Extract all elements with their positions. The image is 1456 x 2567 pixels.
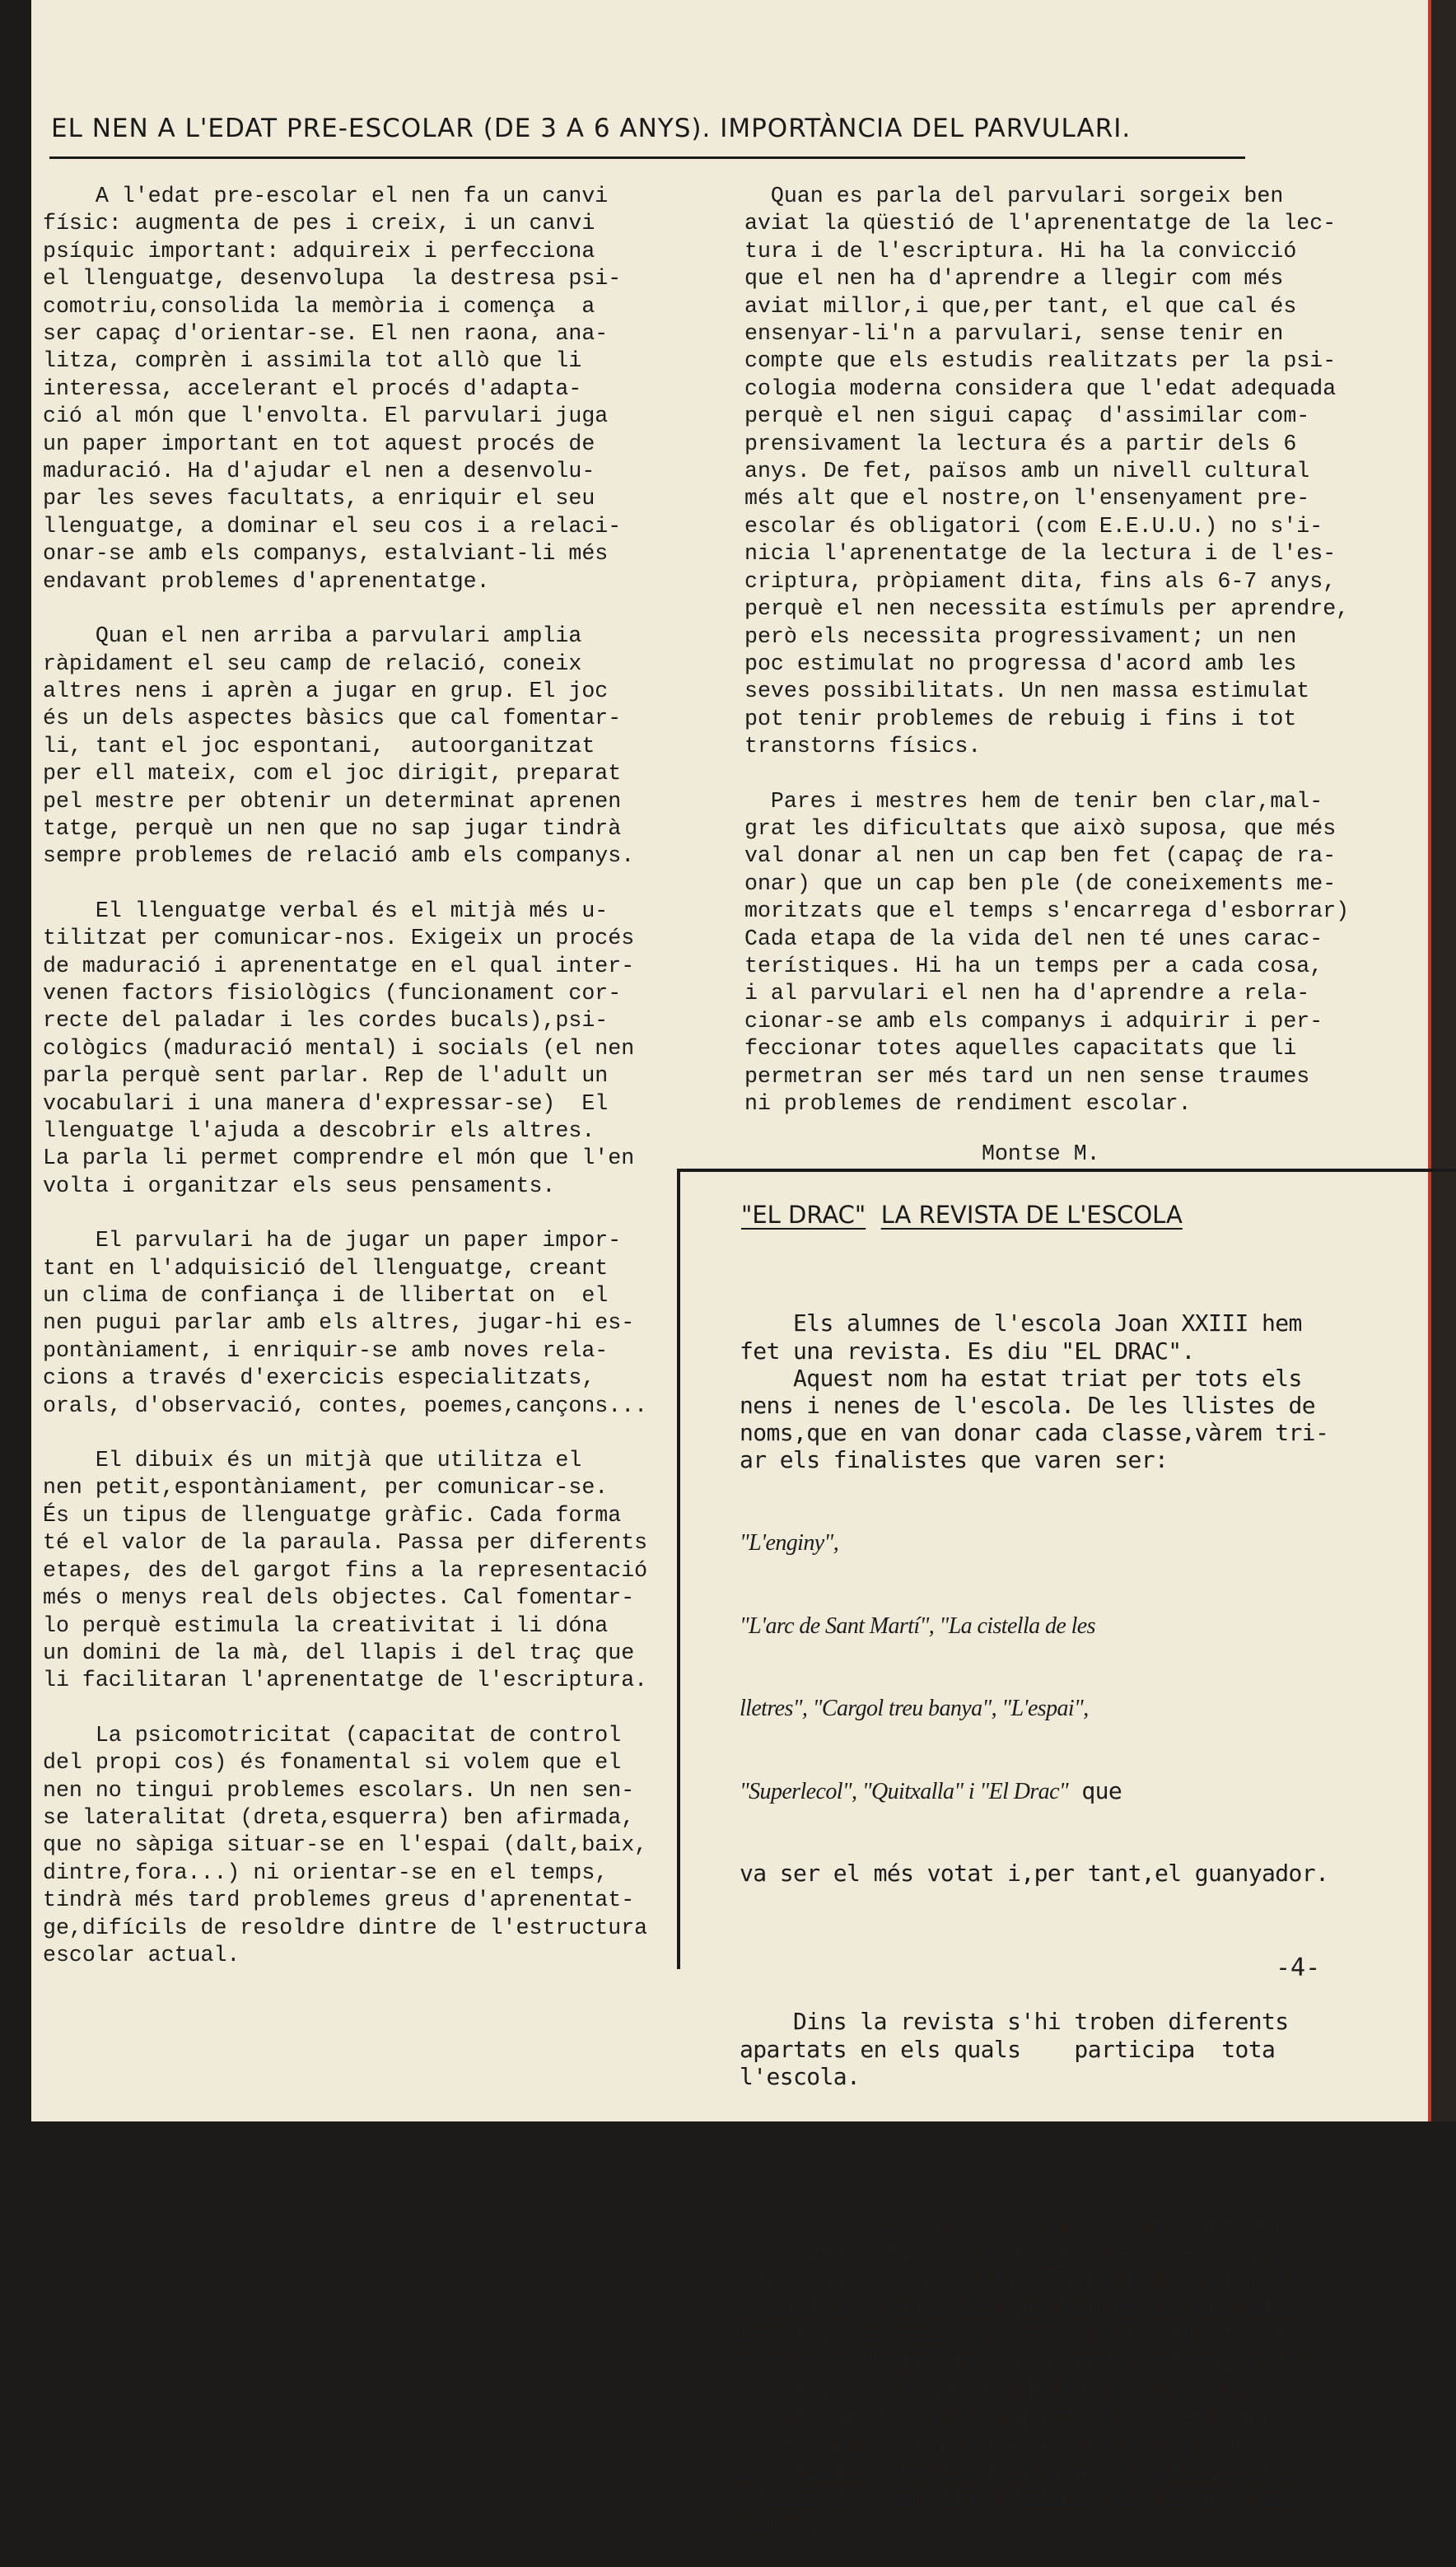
drac-p3-line: sortit a l'últim número): Un és el dedicat [740,2429,1302,2457]
left-column-line: El llenguatge verbal és el mitjà més u- [43,898,609,923]
right-column-line: terístiques. Hi ha un temps per a cada cosa, [744,953,1323,978]
left-column-line: vocabulari i una manera d'expressar-se) El [43,1090,609,1116]
article-headline: EL NEN A L'EDAT PRE-ESCOLAR (DE 3 A 6 ANYS). IMPORTÀNCIA DEL PARVULARI. [51,114,1132,143]
drac-p1-line: noms,que en van donar cada classe,vàrem tri- [740,1419,1329,1447]
left-column-line: La parla li permet comprendre el món que l'en [43,1146,635,1171]
left-column-line: psíquic important: adquireix i perfecciona [43,238,595,264]
left-column-line: parla perquè sent parlar. Rep de l'adult un [43,1063,609,1089]
left-column-line: pontàniament, i enriquir-se amb noves rela- [43,1337,609,1363]
left-column-line: se lateralitat (dreta,esquerra) ben afirmada, [43,1804,635,1830]
right-column-line: val donar al nen un cap ben fet (capaç de ra- [744,843,1337,869]
left-column-line: tindrà més tard problemes greus d'aprenentat- [43,1888,635,1913]
drac-p2-line: Dins la revista s'hi troben diferents [740,2008,1289,2036]
left-column-line: pel mestre per obtenir un determinat aprenen [43,788,622,814]
drac-names-b: "L'arc de Sant Martí", "La cistella de les [740,1613,1095,1639]
right-column-line: compte que els estudis realitzats per la psi- [744,348,1337,374]
drac-p1-end: va ser el més votat i,per tant,el guanyador. [740,1860,1329,1888]
drac-p3-line: pels més petits), endevinalles, textos, po- [740,2238,1316,2266]
right-column-line: ensenyar-li'n a parvulari, sense tenir en [744,321,1284,347]
left-column-line: És un tipus de llenguatge gràfic. Cada forma [43,1502,622,1528]
left-column-line: un clima de confiança i de llibertat on el [43,1283,609,1309]
right-column-line: Cada etapa de la vida del nen té unes carac- [744,926,1323,951]
left-column-line: que no sàpiga situar-se en l'espai (dalt,baix, [43,1832,648,1858]
left-column-line: Quan el nen arriba a parvulari amplia [43,623,582,649]
left-column-line: un domini de la mà, del llapis i del traç que [43,1640,635,1665]
left-column-line: litza, comprèn i assimila tot allò que li [43,348,582,374]
left-column-line: recte del paladar i les cordes bucals),psi- [43,1008,609,1034]
left-column-line: El dibuix és un mitjà que utilitza el [43,1448,582,1473]
drac-p3-line: treballs o articles que han estat més ela- [740,2293,1302,2321]
right-column-line: que el nen ha d'aprendre a llegir com més [744,266,1284,292]
left-column-line: orals, d'observació, contes, poemes,cançons... [43,1393,648,1418]
drac-title-subtitle: LA REVISTA DE L'ESCOLA [880,1201,1183,1229]
drac-p3-line: borats, com podria ser el treball d'histò- [740,2320,1316,2348]
right-column-line: cologia moderna considera que l'edat adequada [744,376,1337,401]
left-column-line: nen petit,espontàniament, per comunicar-se. [43,1475,609,1501]
left-column-line: és un dels aspectes bàsics que cal fomentar- [43,706,622,731]
drac-p3-line: També hi ha dos apartats (només han [740,2402,1262,2430]
left-column-line: par les seves facultats, a enriquir el seu [43,486,595,511]
right-column-line: grat les dificultats que això suposa, que més [744,815,1337,841]
right-column-line: i al parvulari el nen ha d'aprendre a rela- [744,981,1310,1006]
right-column [744,183,1349,1118]
right-column-line: onar) que un cap ben ple (de coneixements me- [744,870,1337,896]
right-column-line: ni problemes de rendiment escolar. [744,1091,1192,1116]
left-column-line: onar-se amb els companys, estalviant-li més [43,541,609,567]
left-column-line: nen pugui parlar amb els altres, jugar-hi es- [43,1310,635,1336]
left-column-line: un paper important en tot aquest procés de [43,431,595,456]
left-column-line: dintre,fora...) ni orientar-se en el temps, [43,1860,609,1885]
left-column-line: tant en l'adquisició del llenguatge, creant [43,1255,609,1281]
left-column-line: altres nens i aprèn a jugar en grup. El joc [43,678,609,703]
right-column-line: moritzats que el temps s'encarrega d'esborrar) [744,898,1350,924]
right-column-line: més alt que el nostre,on l'ensenyament pre- [744,486,1310,511]
right-column-line: pot tenir problemes de rebuig i fins i tot [744,706,1297,731]
right-column-line: Pares i mestres hem de tenir ben clar,mal- [744,788,1323,814]
left-column-line: físic: augmenta de pes i creix, i un canvi [43,211,595,236]
right-column-line: perquè el nen necessita estímuls per aprendre, [744,596,1350,622]
left-column-line: tatge, perquè un nen que no sap jugar tindrà [43,815,622,841]
drac-p1-line: Els alumnes de l'escola Joan XXIII hem [740,1309,1302,1337]
right-column-line: però els necessita progressivament; un nen [744,623,1297,649]
left-column-line: més o menys real dels objectes. Cal fomentar- [43,1585,635,1611]
left-column-line: cions a través d'exercicis especialitzats, [43,1365,595,1391]
left-column-line: venen factors fisiològics (funcionament cor- [43,980,622,1006]
right-column-line: permetran ser més tard un nen sense traumes [744,1063,1310,1089]
right-column-line: seves possibilitats. Un nen massa estimulat [744,679,1310,704]
left-column-line: del propi cos) és fonamental si volem que el [43,1750,622,1776]
headline-underline [49,156,1245,159]
left-column-line: el llenguatge, desenvolupa la destresa psi- [43,266,622,292]
left-column-line: endavant problemes d'aprenentatge. [43,568,490,594]
left-column-line: té el valor de la paraula. Passa per diferents [43,1530,648,1556]
drac-p3-line: l'escola i un altre dedicat a l'esport es- [740,2484,1302,2512]
left-column-line: ràpidament el seu camp de relació, coneix [43,651,582,676]
drac-paragraph-2 [740,2008,1328,2090]
page-number: -4- [1276,1953,1321,1982]
right-column-line: criptura, pròpiament dita, fins als 6-7 anys, [744,568,1337,594]
drac-p3-line: S'hi troben dibuixos (fets normalment [740,2210,1289,2238]
drac-p3-line: colar. [740,2512,820,2540]
left-column-line: escolar actual. [43,1942,240,1967]
left-column-line: etapes, des del gargot fins a la representació [43,1557,648,1583]
left-column [43,183,647,1969]
left-column-line: maduració. Ha d'ajudar el nen a desenvolu- [43,459,595,484]
left-column-line: El parvulari ha de jugar un paper impor- [43,1228,622,1253]
right-column-line: Quan es parla del parvulari sorgeix ben [744,184,1284,208]
left-column-line: tilitzat per comunicar-nos. Exigeix un procés [43,926,635,951]
right-column-line: anys. De fet, països amb un nivell cultural [744,459,1310,484]
left-column-line: ser capaç d'orientar-se. El nen raona, ana- [43,321,609,347]
left-column-line: llenguatge, a dominar el seu cos i a relaci- [43,513,622,539]
dark-edge-strip [1431,0,1456,2121]
left-column-line: La psicomotricitat (capacitat de control [43,1722,622,1748]
left-column-line: comotriu,consolida la memòria i comença a [43,293,595,319]
right-column-line: cionar-se amb els companys i adquirir i per- [744,1008,1323,1034]
left-column-line: cològics (maduració mental) i socials (el nen [43,1035,635,1061]
section-box-top-border [677,1169,1456,1172]
left-column-line: per ell mateix, com el joc dirigit, preparat [43,761,622,786]
right-column-line: feccionar totes aquelles capacitats que li [744,1036,1297,1062]
left-column-line: volta i organitzar els seus pensaments. [43,1173,556,1198]
drac-p2-line: l'escola. [740,2062,861,2090]
drac-p3-line: ria dels Hostalets. Diferents intervius:al [740,2347,1302,2375]
left-column-line: ge,difícils de resoldre dintre de l'estructura [43,1915,648,1940]
drac-p3-line: a notícies que tinguin alguna relació amb [740,2457,1289,2485]
right-column-line: perquè el nen sigui capaç d'assimilar com- [744,404,1310,429]
drac-p1-line: Aquest nom ha estat triat per tots els [740,1364,1302,1392]
drac-p1-line: nens i nenes de l'escola. De les llistes de [740,1392,1316,1420]
drac-names-d: "Superlecol", "Quitxalla" i "El Drac" [740,1778,1069,1804]
drac-names-c: lletres", "Cargol treu banya", "L'espai", [740,1696,1089,1722]
drac-p1-line: ar els finalistes que varen ser: [740,1446,1169,1474]
left-column-line: sempre problemes de relació amb els companys. [43,843,635,869]
left-column-line: lo perquè estimula la creativitat i li dóna [43,1613,609,1638]
drac-names-a: "L'enginy", [740,1530,839,1557]
left-column-line: li facilitaran l'aprenentatge de l'escriptura. [43,1668,648,1693]
drac-section-title [741,1201,1183,1229]
left-column-line: li, tant el joc espontani, autoorganitzat [43,733,595,758]
right-column-line: tura i de l'escriptura. Hi ha la convicció [744,238,1297,264]
drac-p2-line: apartats en els quals participa tota [740,2035,1276,2063]
left-column-line: interessa, accelerant el procés d'adapta- [43,376,582,401]
left-column-line: A l'edat pre-escolar el nen fa un canvi [43,184,609,208]
drac-p1-line: fet una revista. Es diu "EL DRAC". [740,1337,1195,1365]
drac-names-tail: que [1068,1776,1122,1804]
drac-section-body [740,1255,1328,2567]
right-column-line: escolar és obligatori (com E.E.U.U.) no s'i- [744,513,1323,539]
drac-p3-line: forner, als ajudants de tallers, etc. [740,2375,1235,2403]
left-column-line: llenguatge l'ajuda a descobrir els altres. [43,1118,595,1143]
drac-title-name: "EL DRAC" [741,1201,866,1229]
right-column-line: nicia l'aprenentatge de la lectura i de l'es- [744,541,1337,567]
section-box-left-border [677,1169,680,1969]
drac-paragraph-3 [740,2211,1328,2539]
right-column-line: transtorns físics. [744,734,982,759]
left-column-line: nen no tingui problemes escolars. Un nen sen- [43,1777,635,1803]
drac-paragraph-1 [740,1309,1328,1473]
right-column-line: aviat millor,i que,per tant, el que cal és [744,293,1297,319]
right-column-line: aviat la qüestió de l'aprenentatge de la lec- [744,211,1337,236]
right-column-line: prensivament la lectura és a partir dels 6 [744,431,1297,456]
right-column-line: poc estimulat no progressa d'acord amb les [744,651,1297,676]
left-column-line: ció al món que l'envolta. El parvulari juga [43,404,609,429]
drac-p3-line: emes, passatemps, etc. També hi ha altres [740,2266,1289,2294]
left-column-line: de maduració i aprenentatge en el qual inter- [43,953,635,978]
author-signature: Montse M. [982,1141,1100,1166]
